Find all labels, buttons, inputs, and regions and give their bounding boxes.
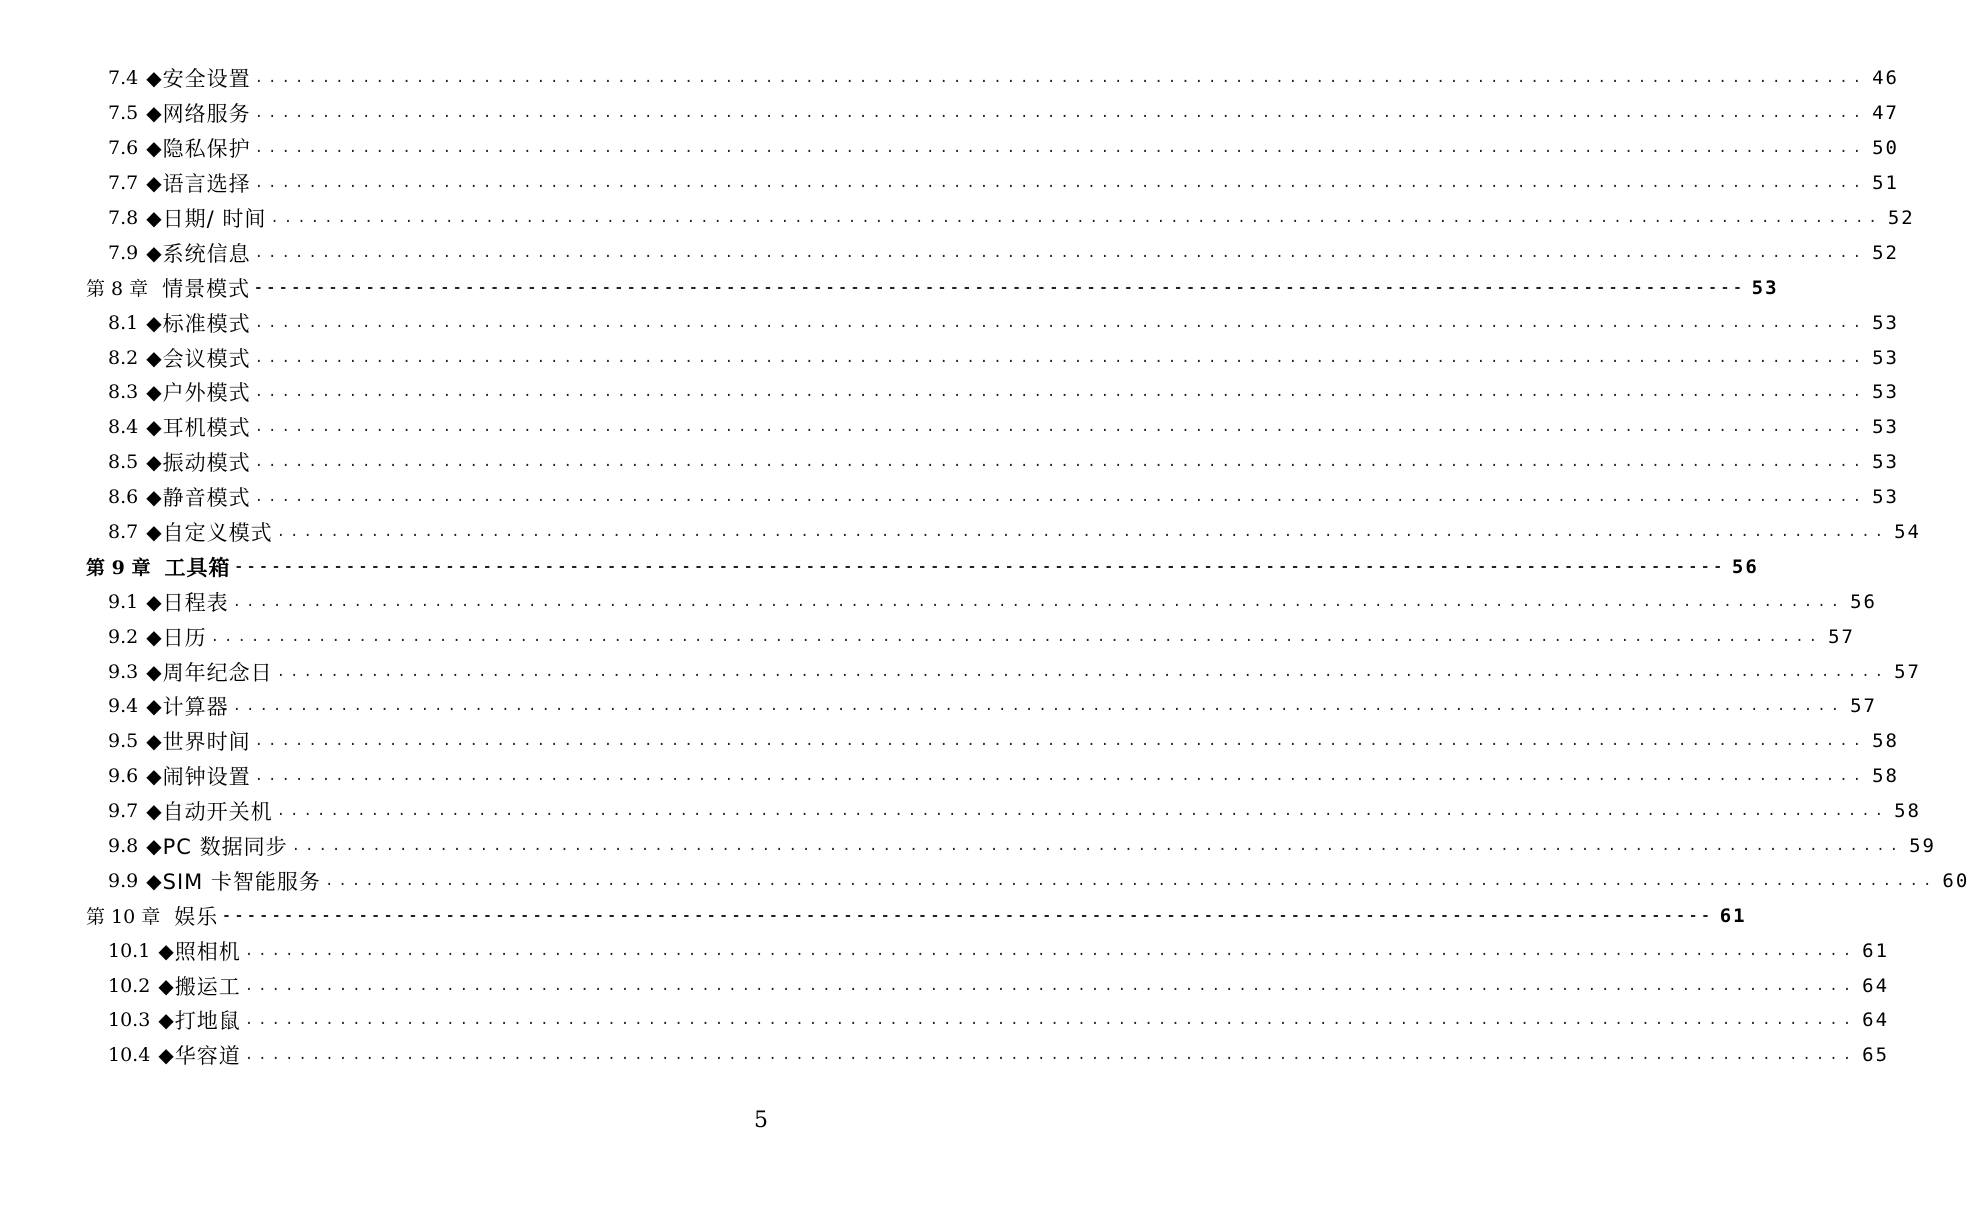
toc-entry-title: 自定义模式 [162, 521, 273, 546]
diamond-bullet-icon: ◆ [146, 729, 162, 754]
toc-entry-page: 52 [1872, 241, 1899, 264]
toc-entry[interactable] [0, 235, 1899, 270]
toc-entry-page: 65 [1862, 1044, 1890, 1067]
dot-leader: ........................................................................................................................ [324, 872, 1937, 889]
toc-entry-title: 闹钟设置 [162, 765, 251, 790]
toc-entry-page: 53 [1872, 381, 1899, 404]
toc-entry-title: 世界时间 [162, 730, 251, 755]
toc-entry-page: 56 [1850, 590, 1877, 613]
toc-entry-page: 54 [1894, 521, 1921, 544]
dot-leader: ........................................................................................................................ [244, 1047, 1857, 1064]
toc-entry-title: 语言选择 [162, 172, 251, 197]
page-number: 5 [754, 1108, 768, 1133]
toc-entry[interactable] [0, 933, 1890, 968]
toc-entry[interactable] [0, 96, 1899, 131]
toc-entry-page: 64 [1862, 1009, 1890, 1032]
dot-leader: ........................................................................................................................ [244, 1012, 1857, 1029]
dot-leader: ........................................................................................................................ [254, 244, 1867, 261]
dot-leader: ........................................................................................................................ [254, 140, 1867, 157]
toc-entry-number: 第 9 章 [86, 557, 151, 580]
dot-leader: ........................................................................................................................ [254, 314, 1867, 331]
toc-chapter-entry[interactable] [0, 898, 1747, 933]
toc-entry-title: 华容道 [174, 1044, 241, 1069]
toc-entry-number: 9.3 [108, 660, 139, 683]
toc-entry-number: 第 8 章 [86, 278, 149, 301]
toc-entry[interactable] [0, 654, 1921, 689]
toc-entry[interactable] [0, 410, 1899, 445]
toc-entry[interactable] [0, 759, 1899, 794]
toc-entry-title: SIM 卡智能服务 [162, 869, 321, 894]
dot-leader: ........................................................................................................................ [254, 175, 1867, 192]
toc-entry-title: PC 数据同步 [162, 835, 288, 860]
diamond-bullet-icon: ◆ [146, 101, 162, 126]
toc-entry-title: 打地鼠 [174, 1009, 241, 1034]
toc-entry-page: 53 [1751, 276, 1779, 299]
dot-leader: ........................................................................................................................ [254, 419, 1867, 436]
toc-entry[interactable] [0, 445, 1899, 480]
dot-leader: ........................................................................................................................ [232, 698, 1845, 715]
diamond-bullet-icon: ◆ [146, 450, 162, 475]
dot-leader: ........................................................................................................................ [254, 489, 1867, 506]
toc-entry-page: 58 [1872, 730, 1899, 753]
toc-entry-number: 9.1 [108, 590, 139, 613]
diamond-bullet-icon: ◆ [146, 868, 162, 893]
dot-leader: ........................................................................................................................ [291, 838, 1904, 855]
toc-entry-page: 51 [1872, 172, 1899, 195]
table-of-contents [0, 61, 1969, 1073]
dot-leader: ........................................................................................................................ [254, 454, 1867, 471]
diamond-bullet-icon: ◆ [146, 240, 162, 265]
toc-entry[interactable] [0, 201, 1915, 236]
toc-entry-number: 9.2 [108, 625, 139, 648]
toc-entry-number: 8.4 [108, 416, 139, 439]
toc-entry-title: 振动模式 [162, 451, 251, 476]
toc-entry-title: 周年纪念日 [162, 660, 273, 685]
diamond-bullet-icon: ◆ [158, 938, 174, 963]
toc-entry-title: 标准模式 [162, 311, 251, 336]
toc-entry-title: 隐私保护 [162, 137, 251, 162]
toc-entry-number: 8.6 [108, 486, 139, 509]
diamond-bullet-icon: ◆ [146, 66, 162, 91]
toc-entry[interactable] [0, 968, 1890, 1003]
toc-entry-number: 第 10 章 [86, 906, 161, 929]
toc-entry[interactable] [0, 305, 1899, 340]
dot-leader: ........................................................................................................................ [276, 803, 1889, 820]
dot-leader: ........................................................................................................................ [254, 105, 1867, 122]
dot-leader: ........................................................................................................................ [244, 977, 1857, 994]
toc-entry[interactable] [0, 515, 1921, 550]
diamond-bullet-icon: ◆ [146, 624, 162, 649]
toc-entry-page: 64 [1862, 974, 1890, 997]
toc-entry-page: 53 [1872, 486, 1899, 509]
toc-entry-page: 59 [1909, 835, 1936, 858]
diamond-bullet-icon: ◆ [146, 345, 162, 370]
toc-entry-title: 安全设置 [162, 67, 251, 92]
toc-entry[interactable] [0, 724, 1899, 759]
toc-chapter-entry[interactable] [0, 270, 1779, 305]
toc-entry-title: 工具箱 [164, 555, 231, 580]
toc-entry-number: 9.5 [108, 730, 139, 753]
toc-entry-number: 10.3 [108, 1009, 151, 1032]
toc-entry-title: 自动开关机 [162, 800, 273, 825]
diamond-bullet-icon: ◆ [146, 799, 162, 824]
dot-leader: ------------------------------------------------------------------------------------------------------------------------ [254, 279, 1746, 296]
dot-leader: ........................................................................................................................ [244, 942, 1857, 959]
toc-entry-title: 娱乐 [174, 904, 219, 929]
toc-chapter-entry[interactable] [0, 549, 1759, 584]
diamond-bullet-icon: ◆ [146, 520, 162, 545]
diamond-bullet-icon: ◆ [158, 973, 174, 998]
toc-entry-title: 日历 [162, 625, 207, 650]
diamond-bullet-icon: ◆ [146, 415, 162, 440]
toc-entry[interactable] [0, 619, 1855, 654]
toc-entry-page: 61 [1719, 904, 1747, 927]
toc-entry-title: 静音模式 [162, 486, 251, 511]
toc-entry-number: 8.2 [108, 346, 139, 369]
dot-leader: ........................................................................................................................ [276, 524, 1889, 541]
diamond-bullet-icon: ◆ [146, 171, 162, 196]
dot-leader: ........................................................................................................................ [210, 628, 1823, 645]
diamond-bullet-icon: ◆ [146, 136, 162, 161]
toc-entry[interactable] [0, 584, 1877, 619]
toc-entry-page: 46 [1872, 67, 1899, 90]
toc-entry-number: 9.6 [108, 765, 139, 788]
diamond-bullet-icon: ◆ [146, 206, 162, 230]
dot-leader: ........................................................................................................................ [254, 384, 1867, 401]
toc-entry-number: 7.7 [108, 172, 139, 195]
toc-entry[interactable] [0, 375, 1899, 410]
toc-entry-title: 会议模式 [162, 346, 251, 371]
dot-leader: ........................................................................................................................ [276, 663, 1889, 680]
toc-entry-page: 58 [1894, 800, 1921, 823]
toc-entry-number: 8.1 [108, 311, 139, 334]
diamond-bullet-icon: ◆ [146, 485, 162, 510]
diamond-bullet-icon: ◆ [146, 764, 162, 789]
toc-entry[interactable] [0, 61, 1899, 96]
dot-leader: ........................................................................................................................ [254, 768, 1867, 785]
diamond-bullet-icon: ◆ [158, 1008, 174, 1033]
dot-leader: ------------------------------------------------------------------------------------------------------------------------ [222, 907, 1714, 924]
toc-entry-page: 53 [1872, 346, 1899, 369]
toc-entry-page: 57 [1894, 660, 1921, 683]
diamond-bullet-icon: ◆ [146, 834, 162, 859]
toc-entry-title: 照相机 [174, 939, 241, 964]
toc-entry-number: 8.5 [108, 451, 139, 474]
toc-entry-number: 10.4 [108, 1044, 151, 1067]
toc-entry[interactable] [0, 829, 1936, 864]
toc-entry-title: 情景模式 [162, 276, 251, 301]
toc-entry-page: 60 [1942, 869, 1969, 892]
toc-entry-number: 10.2 [108, 974, 151, 997]
toc-entry[interactable] [0, 340, 1899, 375]
toc-entry-number: 7.4 [108, 67, 139, 90]
toc-entry-number: 10.1 [108, 939, 151, 962]
diamond-bullet-icon: ◆ [146, 310, 162, 335]
toc-entry-title: 耳机模式 [162, 416, 251, 441]
dot-leader: ........................................................................................................................ [232, 593, 1845, 610]
toc-entry-number: 8.3 [108, 381, 139, 404]
dot-leader: ------------------------------------------------------------------------------------------------------------------------ [234, 558, 1726, 575]
toc-entry-title: 系统信息 [162, 241, 251, 266]
toc-entry[interactable] [0, 689, 1877, 724]
toc-entry-title: 搬运工 [174, 974, 241, 999]
toc-entry-page: 53 [1872, 416, 1899, 439]
dot-leader: ........................................................................................................................ [270, 210, 1882, 226]
toc-entry-page: 57 [1850, 695, 1877, 718]
toc-entry-page: 50 [1872, 137, 1899, 160]
toc-entry-page: 57 [1828, 625, 1855, 648]
toc-entry-number: 7.8 [108, 207, 139, 229]
toc-entry-number: 8.7 [108, 521, 139, 544]
diamond-bullet-icon: ◆ [146, 589, 162, 614]
toc-entry[interactable] [0, 863, 1969, 898]
toc-entry[interactable] [0, 1038, 1890, 1073]
toc-entry-page: 47 [1872, 102, 1899, 125]
toc-entry-number: 9.8 [108, 835, 139, 858]
toc-entry[interactable] [0, 1003, 1890, 1038]
dot-leader: ........................................................................................................................ [254, 349, 1867, 366]
toc-entry-number: 9.4 [108, 695, 139, 718]
toc-entry-page: 52 [1887, 207, 1915, 229]
toc-entry[interactable] [0, 131, 1899, 166]
toc-entry-number: 9.7 [108, 800, 139, 823]
toc-entry-title: 户外模式 [162, 381, 251, 406]
toc-entry-number: 9.9 [108, 869, 139, 892]
toc-entry-number: 7.9 [108, 241, 139, 264]
diamond-bullet-icon: ◆ [146, 694, 162, 719]
toc-entry[interactable] [0, 166, 1899, 201]
toc-entry-page: 53 [1872, 311, 1899, 334]
toc-entry-page: 61 [1862, 939, 1890, 962]
diamond-bullet-icon: ◆ [146, 659, 162, 684]
toc-entry[interactable] [0, 480, 1899, 515]
dot-leader: ........................................................................................................................ [254, 70, 1867, 87]
toc-entry-title: 计算器 [162, 695, 229, 720]
diamond-bullet-icon: ◆ [158, 1043, 174, 1068]
toc-entry-title: 日程表 [162, 590, 229, 615]
toc-entry-number: 7.6 [108, 137, 139, 160]
toc-entry[interactable] [0, 794, 1921, 829]
diamond-bullet-icon: ◆ [146, 380, 162, 405]
toc-entry-page: 53 [1872, 451, 1899, 474]
toc-entry-page: 58 [1872, 765, 1899, 788]
toc-entry-page: 56 [1731, 555, 1759, 578]
toc-entry-title: 日期/ 时间 [162, 207, 267, 231]
dot-leader: ........................................................................................................................ [254, 733, 1867, 750]
toc-entry-number: 7.5 [108, 102, 139, 125]
toc-entry-title: 网络服务 [162, 102, 251, 127]
